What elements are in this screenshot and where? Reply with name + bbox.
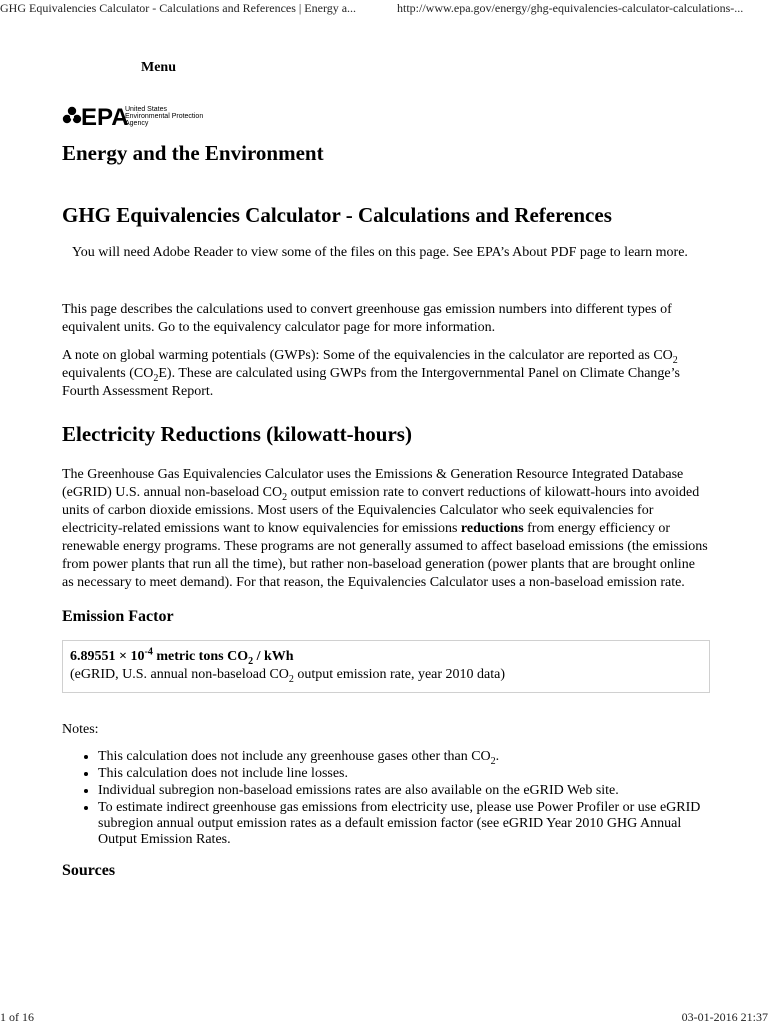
browser-tab-title: GHG Equivalencies Calculator - Calculations and References | Energy a... (0, 1, 357, 15)
emission-factor-box (62, 640, 710, 693)
electricity-paragraph (62, 466, 708, 592)
list-item: • This calculation does not include line losses. (98, 766, 708, 782)
notes-list (62, 749, 708, 848)
logo-line-2: Environmental Protection (125, 113, 204, 120)
page-title: GHG Equivalencies Calculator - Calculations and References (62, 203, 612, 227)
gwp-sub-2: 2 (153, 372, 159, 384)
ef-source-b: output emission rate, year 2010 data) (293, 667, 506, 682)
electricity-text-3: from energy efficiency or renewable energy programs. These programs are not generally assumed to affect baseload emissions (the emissions from power plants that run all the time), but rather non-baseload generation (power plants that are brought online as necessary to meet demand). For that reason, the Equivalencies Calculator uses a non-baseload emission rate. (62, 521, 708, 590)
print-datetime: 03-01-2016 21:37 (681, 1010, 768, 1024)
electricity-text-1: The Greenhouse Gas Equivalencies Calculator uses the Emissions & Generation Resource Integrated Database (eGRID) U.S. annual non-baseload CO (62, 467, 684, 500)
gwp-text-1: A note on global warming potentials (GWPs): Some of the equivalencies in the calculator are reported as CO (62, 348, 673, 363)
browser-url: http://www.epa.gov/energy/ghg-equivalencies-calculator-calculations-... (397, 1, 744, 15)
ef-number: 6.89551 × 10 (70, 649, 145, 664)
ef-source-sub: 2 (288, 673, 294, 685)
gwp-sub-1: 2 (672, 354, 678, 366)
list-item (98, 749, 708, 765)
main-content (62, 138, 708, 882)
intro-paragraph: This page describes the calculations used to convert greenhouse gas emission numbers into different types of equivalent units. Go to the equivalency calculator page for more information. (62, 302, 672, 335)
emission-factor-heading: Emission Factor (62, 608, 174, 625)
emission-factor-value (70, 648, 704, 666)
ef-unit-b: / kWh (253, 649, 294, 664)
electricity-heading: Electricity Reductions (kilowatt-hours) (62, 422, 412, 446)
gwp-paragraph (62, 347, 708, 401)
page-count: 1 of 16 (0, 1010, 34, 1024)
ef-exponent: -4 (144, 646, 153, 658)
logo-line-3: Agency (125, 120, 149, 127)
epa-flower-icon (62, 104, 208, 128)
note-1-sub: 2 (490, 755, 496, 767)
note-1-end: . (495, 749, 500, 764)
sources-heading: Sources (62, 862, 116, 879)
logo-mark: EPA (81, 104, 129, 128)
gwp-text-3: E). These are calculated using GWPs from the Intergovernmental Panel on Climate Change’s Fourth Assessment Report. (62, 366, 680, 399)
list-item: • Individual subregion non-baseload emissions rates are also available on the eGRID Web site. (98, 783, 708, 799)
ef-source-a: (eGRID, U.S. annual non-baseload CO (70, 667, 289, 682)
gwp-text-2: equivalents (CO (62, 366, 154, 381)
notes-label: Notes: (62, 722, 99, 737)
menu-button[interactable]: Menu (141, 60, 176, 75)
electricity-sub-1: 2 (282, 491, 288, 503)
logo-line-1: United States (125, 106, 168, 113)
note-1-text: This calculation does not include any greenhouse gases other than CO (98, 749, 491, 764)
electricity-text-2: output emission rate to convert reductions of kilowatt-hours into avoided units of carbon dioxide emissions. Most users of the Equivalencies Calculator who seek equivalencies for electricity-related emissions want to know equivalencies for emissions (62, 485, 700, 536)
ef-unit-a: metric tons CO (152, 649, 249, 664)
list-item: • To estimate indirect greenhouse gas emissions from electricity use, please use Power Profiler or use eGRID subregion annual output emission rates as a default emission factor (see eGRID Year 2010 GHG Annual Output Emission Rates. (98, 800, 708, 848)
adobe-reader-note: You will need Adobe Reader to view some of the files on this page. See EPA’s About PDF page to learn more. (72, 245, 688, 260)
section-heading: Energy and the Environment (62, 141, 324, 165)
electricity-bold: reductions (460, 521, 524, 536)
emission-factor-source (70, 666, 704, 684)
ef-unit-sub: 2 (248, 655, 254, 667)
epa-logo[interactable] (62, 104, 208, 128)
